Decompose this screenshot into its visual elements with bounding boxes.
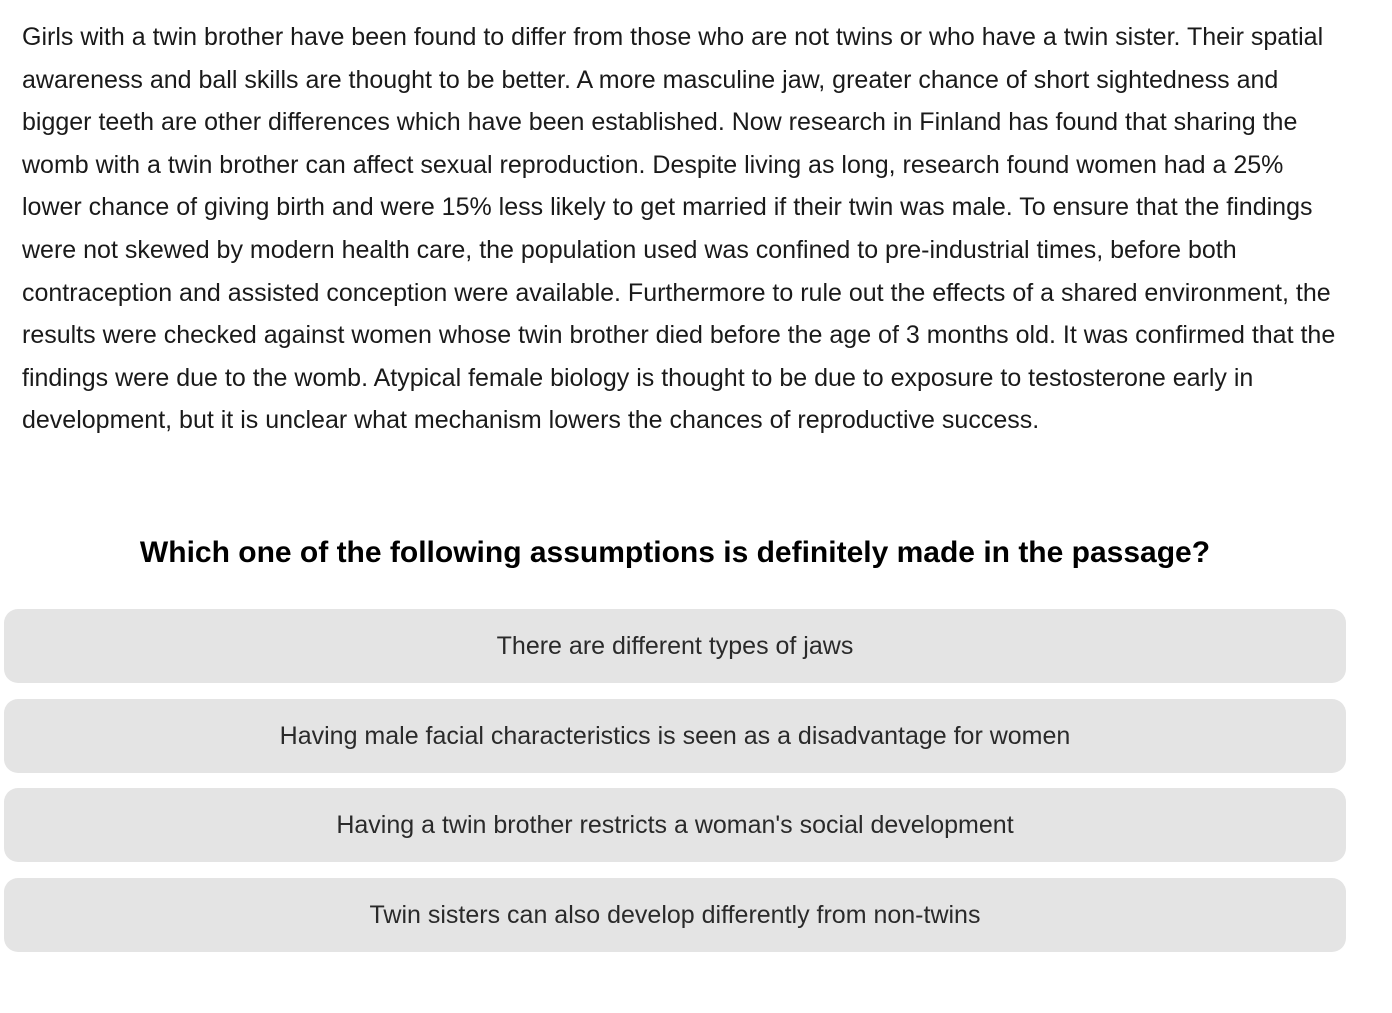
answer-option-1[interactable]: There are different types of jaws — [4, 609, 1346, 683]
answer-option-2[interactable]: Having male facial characteristics is seen as a disadvantage for women — [4, 699, 1346, 773]
answer-option-4[interactable]: Twin sisters can also develop differently from non-twins — [4, 878, 1346, 952]
question-heading: Which one of the following assumptions is definitely made in the passage? — [139, 536, 1211, 569]
passage-text: Girls with a twin brother have been found to differ from those who are not twins or who have a twin sister. Their spatial awareness and ball skills are thought to be better. A more masculine jaw, greater chance of short sightedness and bigger teeth are other differences which have been established. Now research in Finland has found that sharing the womb with a twin brother can affect sexual reproduction. Despite living as long, research found women had a 25% lower chance of giving birth and were 15% less likely to get married if their twin was male. To ensure that the findings were not skewed by modern health care, the population used was confined to pre-industrial times, before both contraception and assisted conception were available. Furthermore to rule out the effects of a shared environment, the results were checked against women whose twin brother died before the age of 3 months old. It was confirmed that the findings were due to the womb. Atypical female biology is thought to be due to exposure to testosterone early in development, but it is unclear what mechanism lowers the chances of reproductive success. — [22, 23, 1336, 435]
answer-option-3[interactable]: Having a twin brother restricts a woman's social development — [4, 788, 1346, 862]
